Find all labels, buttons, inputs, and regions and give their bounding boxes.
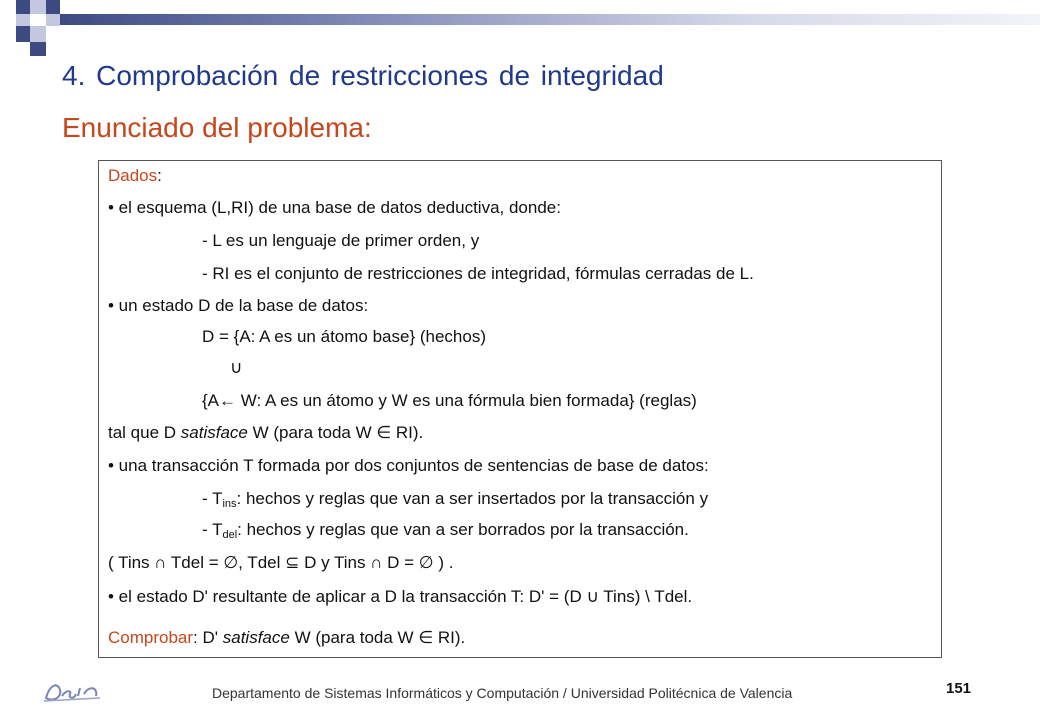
dados-line [108, 166, 162, 186]
line-satisface-a: tal que D [108, 423, 181, 442]
line-esquema: • el esquema (L,RI) de una base de datos deductiva, donde: [108, 198, 561, 217]
dados-label: Dados [108, 166, 158, 185]
line-tdel-a: - T [202, 520, 223, 539]
decor-square-2 [30, 0, 46, 14]
decor-square-3 [46, 0, 60, 14]
line-tdel [202, 520, 689, 541]
line-lenguaje: - L es un lenguaje de primer orden, y [202, 231, 480, 250]
decor-square-7 [30, 26, 46, 42]
footer-department: Departamento de Sistemas Informáticos y Computación / Universidad Politécnica de Valencia [212, 685, 793, 701]
comprobar-label: Comprobar [108, 628, 194, 647]
dados-colon: : [157, 166, 162, 185]
page-number: 151 [946, 680, 972, 697]
dsic-logo [40, 676, 104, 706]
decor-square-6 [16, 26, 30, 42]
line-estado: • un estado D de la base de datos: [108, 296, 369, 315]
decor-square-1 [16, 0, 30, 14]
header-gradient-bar [60, 14, 1040, 25]
line-comprobar-b: satisface [222, 628, 290, 647]
slide-title: 4. Comprobación de restricciones de integridad [62, 60, 664, 91]
union-symbol: ∪ [230, 358, 243, 377]
line-tins [202, 489, 708, 510]
line-satisface [108, 423, 423, 443]
line-comprobar [108, 628, 465, 648]
line-tins-b: : hechos y reglas que van a ser insertados por la transacción y [236, 489, 709, 508]
line-satisface-b: satisface [180, 423, 248, 442]
line-satisface-c: W (para toda W ∈ RI). [247, 423, 424, 442]
line-estado-resultante: • el estado D' resultante de aplicar a D la transacción T: D' = (D ∪ Tins) \ Tdel. [108, 587, 693, 606]
decor-square-5 [46, 14, 60, 26]
line-comprobar-c: W (para toda W ∈ RI). [289, 628, 466, 647]
line-transaccion: • una transacción T formada por dos conjuntos de sentencias de base de datos: [108, 456, 709, 475]
decor-square-4 [16, 14, 30, 26]
line-reglas: {A← W: A es un átomo y W es una fórmula bien formada} (reglas) [202, 391, 697, 410]
line-tdel-sub: del [222, 529, 238, 541]
decor-square-8 [30, 42, 46, 56]
line-hechos: D = {A: A es un átomo base} (hechos) [202, 327, 486, 346]
line-tins-a: - T [202, 489, 223, 508]
line-tdel-b: : hechos y reglas que van a ser borrados por la transacción. [237, 520, 689, 539]
slide-subtitle: Enunciado del problema: [62, 112, 372, 143]
line-condiciones: ( Tins ∩ Tdel = ∅, Tdel ⊆ D y Tins ∩ D = ∅ ) . [108, 553, 454, 572]
line-comprobar-a: : D' [193, 628, 223, 647]
line-restricciones: - RI es el conjunto de restricciones de integridad, fórmulas cerradas de L. [202, 264, 754, 283]
line-tins-sub: ins [222, 498, 237, 510]
